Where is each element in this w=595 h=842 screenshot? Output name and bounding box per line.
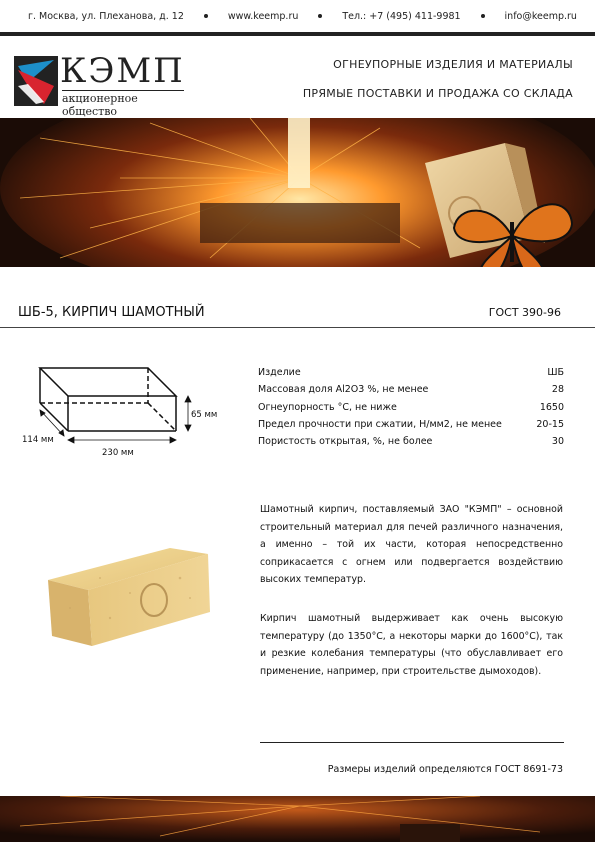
title-rule [0,327,595,328]
company-name: КЭМП [60,51,185,91]
bottom-rule [260,742,564,743]
description-paragraph-2: Кирпич шамотный выдерживает как очень высокую температуру (до 1350°С, а некоторы марки до 1600°С), так и резкие колебания температуры (что обуславливает его применение, например, при строительстве дымоходов). [260,613,563,677]
description-paragraph-1: Шамотный кирпич, поставляемый ЗАО "КЭМП" – основной строительный материал для печей различного назначения, а именно – той их части, которая непосредственно соприкасается с огнем или подвергается воздействию высоких температур. [260,504,563,586]
spec-row [258,399,564,416]
slogan-line-1: ОГНЕУПОРНЫЕ ИЗДЕЛИЯ И МАТЕРИАЛЫ [333,58,573,71]
spec-label: Огнеупорность °С, не ниже [258,401,397,413]
brick-photo-image [40,538,220,650]
website-link[interactable]: www.keemp.ru [227,10,299,22]
company-logo-icon [14,56,60,108]
separator-dot [481,14,485,18]
email-link[interactable]: info@keemp.ru [504,10,577,22]
gost-note: Размеры изделий определяются ГОСТ 8691-73 [327,764,563,775]
separator-dot [318,14,322,18]
spec-row [258,381,564,398]
product-title: ШБ-5, КИРПИЧ ШАМОТНЫЙ [18,305,205,320]
spec-row [258,433,564,450]
spec-value: 28 [551,384,564,396]
height-dimension-label: 65 мм [191,410,218,420]
spec-label: Пористость открытая, %, не более [258,436,433,448]
contact-bar [0,0,595,32]
spec-row [258,364,564,381]
specs-table [258,364,564,450]
product-gost: ГОСТ 390-96 [488,306,561,319]
brick-dimension-drawing [18,360,238,460]
footer-banner-image [0,796,595,842]
hero-banner-image [0,118,595,267]
length-dimension-label: 230 мм [102,448,134,458]
spec-label: Предел прочности при сжатии, Н/мм2, не менее [258,418,502,430]
address-text: г. Москва, ул. Плеханова, д. 12 [28,10,184,22]
phone-text[interactable]: Тел.: +7 (495) 411-9981 [342,10,461,22]
spec-value: ШБ [547,367,564,378]
spec-value: 1650 [539,401,564,413]
separator-dot [204,14,208,18]
slogan-line-2: ПРЯМЫЕ ПОСТАВКИ И ПРОДАЖА СО СКЛАДА [302,87,573,100]
spec-row [258,416,564,433]
spec-label: Массовая доля Al2O3 %, не менее [258,384,429,396]
header-rule [0,32,595,36]
spec-value: 30 [551,436,564,448]
spec-value: 20-15 [536,418,564,430]
company-subtitle: акционерное общество [62,90,184,118]
spec-label: Изделие [258,367,301,378]
width-dimension-label: 114 мм [22,435,54,445]
